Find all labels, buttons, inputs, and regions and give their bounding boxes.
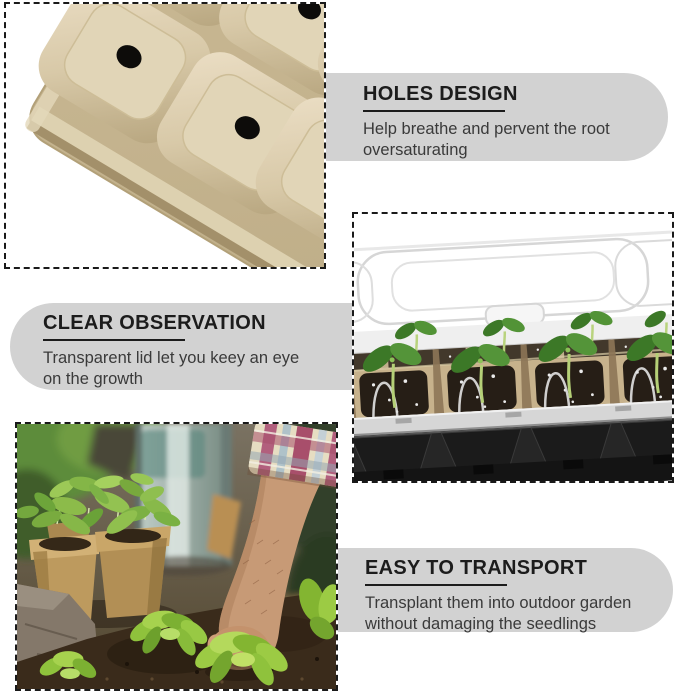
feature-title: CLEAR OBSERVATION — [43, 312, 266, 334]
feature-title: HOLES DESIGN — [363, 83, 518, 105]
feature-description — [363, 119, 654, 161]
feature-callout-clear-observation — [10, 303, 372, 390]
hand-transplanting-photo — [17, 424, 336, 689]
feature-description-line: Transplant them into outdoor garden — [365, 594, 632, 612]
feature-description-line: on the growth — [43, 370, 143, 388]
title-underline — [365, 584, 507, 586]
feature-description-line: Help breathe and pervent the root — [363, 120, 610, 138]
feature-description-line: oversaturating — [363, 141, 468, 159]
feature-callout-easy-to-transport — [322, 548, 673, 632]
feature-callout-holes-design — [312, 73, 668, 161]
feature-description — [43, 348, 358, 390]
photo-seed-tray-clear-lid — [352, 212, 674, 483]
title-underline — [363, 110, 505, 112]
photo-pulp-tray-closeup — [4, 2, 326, 269]
feature-description-line: without damaging the seedlings — [365, 615, 597, 633]
photo-hand-transplanting — [15, 422, 338, 691]
feature-description-line: Transparent lid let you keey an eye — [43, 349, 300, 367]
pulp-tray-photo — [6, 4, 324, 267]
feature-description — [365, 593, 659, 635]
feature-title: EASY TO TRANSPORT — [365, 557, 588, 579]
seed-tray-clear-lid-photo — [354, 214, 672, 481]
title-underline — [43, 339, 185, 341]
